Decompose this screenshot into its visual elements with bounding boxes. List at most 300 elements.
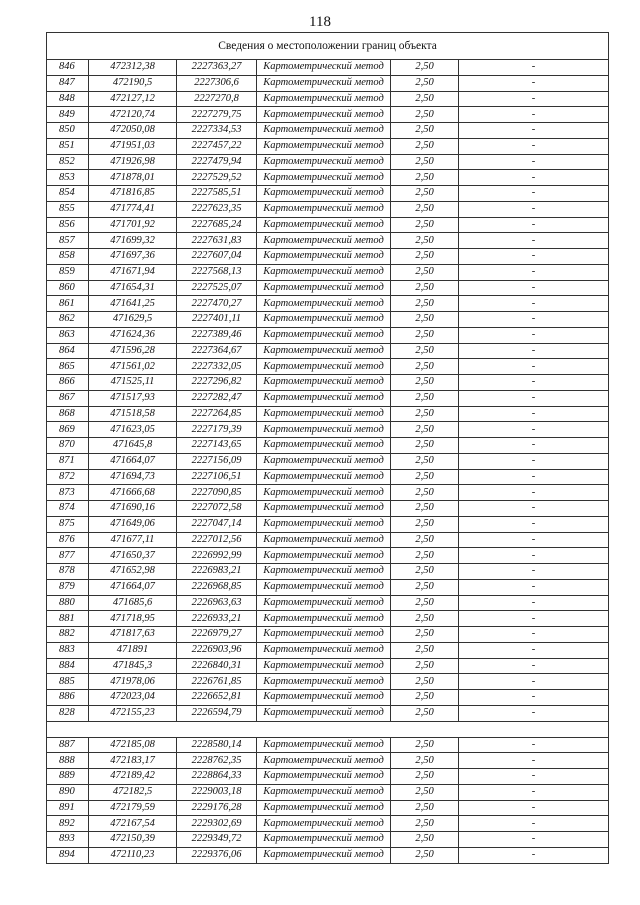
description-cell: -	[459, 217, 609, 233]
coordinate-y: 2228580,14	[177, 737, 257, 753]
table-row	[47, 627, 609, 643]
accuracy-cell: 2,50	[391, 170, 459, 186]
coordinate-y: 2228864,33	[177, 769, 257, 785]
accuracy-cell: 2,50	[391, 501, 459, 517]
coordinate-y: 2229302,69	[177, 816, 257, 832]
point-number: 886	[47, 690, 89, 706]
table-row	[47, 705, 609, 721]
coordinate-x: 471671,94	[89, 264, 177, 280]
table-row	[47, 516, 609, 532]
description-cell: -	[459, 91, 609, 107]
description-cell: -	[459, 138, 609, 154]
table-row	[47, 201, 609, 217]
coordinate-x: 471677,11	[89, 532, 177, 548]
accuracy-cell: 2,50	[391, 627, 459, 643]
table-row	[47, 123, 609, 139]
table-row	[47, 784, 609, 800]
table-row	[47, 595, 609, 611]
coordinate-x: 471694,73	[89, 469, 177, 485]
table-row	[47, 501, 609, 517]
method-cell: Картометрический метод	[257, 201, 391, 217]
coordinate-x: 471664,07	[89, 579, 177, 595]
coordinate-y: 2227296,82	[177, 375, 257, 391]
method-cell: Картометрический метод	[257, 516, 391, 532]
description-cell: -	[459, 249, 609, 265]
point-number: 859	[47, 264, 89, 280]
point-number: 877	[47, 548, 89, 564]
coordinate-y: 2226963,63	[177, 595, 257, 611]
coordinate-x: 472179,59	[89, 800, 177, 816]
coordinate-x: 471951,03	[89, 138, 177, 154]
coordinate-y: 2229349,72	[177, 832, 257, 848]
coordinate-x: 472023,04	[89, 690, 177, 706]
table-row	[47, 390, 609, 406]
method-cell: Картометрический метод	[257, 170, 391, 186]
accuracy-cell: 2,50	[391, 91, 459, 107]
coordinate-x: 471623,05	[89, 422, 177, 438]
coordinate-y: 2227306,6	[177, 75, 257, 91]
coordinate-y: 2227282,47	[177, 390, 257, 406]
accuracy-cell: 2,50	[391, 847, 459, 863]
coordinate-y: 2227631,83	[177, 233, 257, 249]
coordinate-y: 2227363,27	[177, 60, 257, 76]
description-cell: -	[459, 390, 609, 406]
coordinate-y: 2226968,85	[177, 579, 257, 595]
point-number: 847	[47, 75, 89, 91]
method-cell: Картометрический метод	[257, 674, 391, 690]
description-cell: -	[459, 564, 609, 580]
method-cell: Картометрический метод	[257, 642, 391, 658]
description-cell: -	[459, 611, 609, 627]
point-number: 849	[47, 107, 89, 123]
table-row	[47, 312, 609, 328]
method-cell: Картометрический метод	[257, 91, 391, 107]
coordinate-x: 472190,5	[89, 75, 177, 91]
coordinate-y: 2226594,79	[177, 705, 257, 721]
coordinate-y: 2227529,52	[177, 170, 257, 186]
accuracy-cell: 2,50	[391, 469, 459, 485]
accuracy-cell: 2,50	[391, 186, 459, 202]
table-row	[47, 816, 609, 832]
coordinate-y: 2227525,07	[177, 280, 257, 296]
coordinate-x: 471816,85	[89, 186, 177, 202]
boundary-coordinates-table	[46, 32, 609, 864]
accuracy-cell: 2,50	[391, 296, 459, 312]
coordinate-y: 2227090,85	[177, 485, 257, 501]
method-cell: Картометрический метод	[257, 327, 391, 343]
accuracy-cell: 2,50	[391, 327, 459, 343]
method-cell: Картометрический метод	[257, 548, 391, 564]
point-number: 883	[47, 642, 89, 658]
table-row	[47, 690, 609, 706]
method-cell: Картометрический метод	[257, 453, 391, 469]
table-row	[47, 847, 609, 863]
description-cell: -	[459, 501, 609, 517]
description-cell: -	[459, 642, 609, 658]
method-cell: Картометрический метод	[257, 800, 391, 816]
table-row	[47, 422, 609, 438]
accuracy-cell: 2,50	[391, 516, 459, 532]
coordinate-y: 2227106,51	[177, 469, 257, 485]
table-row	[47, 91, 609, 107]
method-cell: Картометрический метод	[257, 249, 391, 265]
table-row	[47, 264, 609, 280]
description-cell: -	[459, 154, 609, 170]
coordinate-x: 471624,36	[89, 327, 177, 343]
method-cell: Картометрический метод	[257, 485, 391, 501]
description-cell: -	[459, 201, 609, 217]
table-row	[47, 327, 609, 343]
point-number: 857	[47, 233, 89, 249]
table-row	[47, 186, 609, 202]
method-cell: Картометрический метод	[257, 233, 391, 249]
description-cell: -	[459, 516, 609, 532]
point-number: 856	[47, 217, 89, 233]
point-number: 881	[47, 611, 89, 627]
description-cell: -	[459, 280, 609, 296]
description-cell: -	[459, 359, 609, 375]
method-cell: Картометрический метод	[257, 186, 391, 202]
point-number: 846	[47, 60, 89, 76]
accuracy-cell: 2,50	[391, 249, 459, 265]
coordinate-x: 471654,31	[89, 280, 177, 296]
accuracy-cell: 2,50	[391, 343, 459, 359]
coordinate-x: 471596,28	[89, 343, 177, 359]
accuracy-cell: 2,50	[391, 60, 459, 76]
description-cell: -	[459, 264, 609, 280]
accuracy-cell: 2,50	[391, 390, 459, 406]
coordinate-y: 2226983,21	[177, 564, 257, 580]
accuracy-cell: 2,50	[391, 784, 459, 800]
coordinate-y: 2227479,94	[177, 154, 257, 170]
method-cell: Картометрический метод	[257, 690, 391, 706]
point-number: 880	[47, 595, 89, 611]
accuracy-cell: 2,50	[391, 375, 459, 391]
method-cell: Картометрический метод	[257, 438, 391, 454]
coordinate-x: 471666,68	[89, 485, 177, 501]
point-number: 864	[47, 343, 89, 359]
coordinate-x: 472185,08	[89, 737, 177, 753]
accuracy-cell: 2,50	[391, 579, 459, 595]
table-row	[47, 296, 609, 312]
description-cell: -	[459, 296, 609, 312]
point-number: 872	[47, 469, 89, 485]
method-cell: Картометрический метод	[257, 611, 391, 627]
point-number: 861	[47, 296, 89, 312]
description-cell: -	[459, 422, 609, 438]
table-row	[47, 832, 609, 848]
point-number: 889	[47, 769, 89, 785]
method-cell: Картометрический метод	[257, 753, 391, 769]
accuracy-cell: 2,50	[391, 422, 459, 438]
method-cell: Картометрический метод	[257, 532, 391, 548]
table-row	[47, 170, 609, 186]
accuracy-cell: 2,50	[391, 737, 459, 753]
table-row	[47, 359, 609, 375]
coordinate-x: 472110,23	[89, 847, 177, 863]
coordinate-x: 471701,92	[89, 217, 177, 233]
table-row	[47, 769, 609, 785]
section-separator	[47, 721, 609, 737]
section-separator-row	[47, 721, 609, 737]
description-cell: -	[459, 123, 609, 139]
point-number: 869	[47, 422, 89, 438]
coordinate-x: 471561,02	[89, 359, 177, 375]
method-cell: Картометрический метод	[257, 75, 391, 91]
description-cell: -	[459, 453, 609, 469]
accuracy-cell: 2,50	[391, 642, 459, 658]
point-number: 875	[47, 516, 89, 532]
coordinate-x: 471978,06	[89, 674, 177, 690]
accuracy-cell: 2,50	[391, 595, 459, 611]
point-number: 887	[47, 737, 89, 753]
accuracy-cell: 2,50	[391, 201, 459, 217]
table-row	[47, 674, 609, 690]
coordinate-y: 2227607,04	[177, 249, 257, 265]
description-cell: -	[459, 832, 609, 848]
point-number: 850	[47, 123, 89, 139]
method-cell: Картометрический метод	[257, 627, 391, 643]
coordinate-x: 471685,6	[89, 595, 177, 611]
coordinate-y: 2226979,27	[177, 627, 257, 643]
description-cell: -	[459, 312, 609, 328]
point-number: 888	[47, 753, 89, 769]
description-cell: -	[459, 186, 609, 202]
point-number: 873	[47, 485, 89, 501]
coordinate-y: 2227270,8	[177, 91, 257, 107]
method-cell: Картометрический метод	[257, 564, 391, 580]
accuracy-cell: 2,50	[391, 453, 459, 469]
coordinate-x: 472127,12	[89, 91, 177, 107]
coordinate-y: 2227156,09	[177, 453, 257, 469]
method-cell: Картометрический метод	[257, 769, 391, 785]
accuracy-cell: 2,50	[391, 705, 459, 721]
point-number: 891	[47, 800, 89, 816]
method-cell: Картометрический метод	[257, 832, 391, 848]
accuracy-cell: 2,50	[391, 138, 459, 154]
point-number: 882	[47, 627, 89, 643]
coordinate-x: 471718,95	[89, 611, 177, 627]
coordinate-x: 472312,38	[89, 60, 177, 76]
coordinate-y: 2228762,35	[177, 753, 257, 769]
table-row	[47, 658, 609, 674]
coordinate-x: 471891	[89, 642, 177, 658]
coordinate-x: 472182,5	[89, 784, 177, 800]
coordinate-y: 2227012,56	[177, 532, 257, 548]
table-row	[47, 579, 609, 595]
description-cell: -	[459, 737, 609, 753]
method-cell: Картометрический метод	[257, 390, 391, 406]
table-row	[47, 280, 609, 296]
coordinate-y: 2227332,05	[177, 359, 257, 375]
coordinate-y: 2227072,58	[177, 501, 257, 517]
description-cell: -	[459, 233, 609, 249]
coordinate-y: 2226992,99	[177, 548, 257, 564]
coordinate-y: 2229176,28	[177, 800, 257, 816]
accuracy-cell: 2,50	[391, 264, 459, 280]
table-row	[47, 532, 609, 548]
point-number: 855	[47, 201, 89, 217]
table-row	[47, 642, 609, 658]
accuracy-cell: 2,50	[391, 406, 459, 422]
coordinate-x: 471650,37	[89, 548, 177, 564]
coordinate-y: 2227685,24	[177, 217, 257, 233]
point-number: 852	[47, 154, 89, 170]
method-cell: Картометрический метод	[257, 406, 391, 422]
accuracy-cell: 2,50	[391, 75, 459, 91]
coordinate-y: 2226652,81	[177, 690, 257, 706]
coordinate-y: 2227401,11	[177, 312, 257, 328]
coordinate-x: 472050,08	[89, 123, 177, 139]
method-cell: Картометрический метод	[257, 501, 391, 517]
coordinate-x: 471525,11	[89, 375, 177, 391]
coordinate-x: 472167,54	[89, 816, 177, 832]
coordinate-y: 2227585,51	[177, 186, 257, 202]
point-number: 884	[47, 658, 89, 674]
table-row	[47, 154, 609, 170]
coordinate-x: 471926,98	[89, 154, 177, 170]
coordinate-y: 2227334,53	[177, 123, 257, 139]
coordinate-y: 2227457,22	[177, 138, 257, 154]
coordinate-x: 471697,36	[89, 249, 177, 265]
point-number: 885	[47, 674, 89, 690]
table-row	[47, 406, 609, 422]
point-number: 894	[47, 847, 89, 863]
accuracy-cell: 2,50	[391, 690, 459, 706]
table-row	[47, 469, 609, 485]
description-cell: -	[459, 406, 609, 422]
accuracy-cell: 2,50	[391, 280, 459, 296]
description-cell: -	[459, 485, 609, 501]
description-cell: -	[459, 469, 609, 485]
point-number: 876	[47, 532, 89, 548]
point-number: 862	[47, 312, 89, 328]
coordinate-y: 2226933,21	[177, 611, 257, 627]
description-cell: -	[459, 375, 609, 391]
coordinate-x: 471817,63	[89, 627, 177, 643]
coordinate-y: 2227047,14	[177, 516, 257, 532]
method-cell: Картометрический метод	[257, 737, 391, 753]
description-cell: -	[459, 327, 609, 343]
method-cell: Картометрический метод	[257, 154, 391, 170]
table-row	[47, 611, 609, 627]
table-title-row	[47, 33, 609, 60]
table-row	[47, 233, 609, 249]
method-cell: Картометрический метод	[257, 264, 391, 280]
method-cell: Картометрический метод	[257, 359, 391, 375]
method-cell: Картометрический метод	[257, 296, 391, 312]
point-number: 871	[47, 453, 89, 469]
accuracy-cell: 2,50	[391, 658, 459, 674]
point-number: 890	[47, 784, 89, 800]
table-row	[47, 453, 609, 469]
accuracy-cell: 2,50	[391, 312, 459, 328]
method-cell: Картометрический метод	[257, 422, 391, 438]
coordinate-y: 2227623,35	[177, 201, 257, 217]
accuracy-cell: 2,50	[391, 107, 459, 123]
method-cell: Картометрический метод	[257, 469, 391, 485]
accuracy-cell: 2,50	[391, 611, 459, 627]
method-cell: Картометрический метод	[257, 123, 391, 139]
accuracy-cell: 2,50	[391, 359, 459, 375]
method-cell: Картометрический метод	[257, 816, 391, 832]
coordinate-x: 471517,93	[89, 390, 177, 406]
description-cell: -	[459, 674, 609, 690]
coordinate-y: 2226840,31	[177, 658, 257, 674]
method-cell: Картометрический метод	[257, 658, 391, 674]
table-row	[47, 564, 609, 580]
accuracy-cell: 2,50	[391, 548, 459, 564]
accuracy-cell: 2,50	[391, 816, 459, 832]
coordinate-y: 2227364,67	[177, 343, 257, 359]
description-cell: -	[459, 60, 609, 76]
method-cell: Картометрический метод	[257, 343, 391, 359]
description-cell: -	[459, 784, 609, 800]
description-cell: -	[459, 548, 609, 564]
coordinate-y: 2226903,96	[177, 642, 257, 658]
description-cell: -	[459, 532, 609, 548]
accuracy-cell: 2,50	[391, 154, 459, 170]
coordinate-y: 2229376,06	[177, 847, 257, 863]
accuracy-cell: 2,50	[391, 233, 459, 249]
method-cell: Картометрический метод	[257, 375, 391, 391]
table-title: Сведения о местоположении границ объекта	[47, 33, 609, 60]
table-row	[47, 548, 609, 564]
boundary-table-container	[46, 32, 608, 864]
table-row	[47, 753, 609, 769]
coordinate-x: 471878,01	[89, 170, 177, 186]
description-cell: -	[459, 753, 609, 769]
accuracy-cell: 2,50	[391, 485, 459, 501]
point-number: 848	[47, 91, 89, 107]
coordinate-x: 472189,42	[89, 769, 177, 785]
coordinate-y: 2227264,85	[177, 406, 257, 422]
point-number: 867	[47, 390, 89, 406]
accuracy-cell: 2,50	[391, 753, 459, 769]
table-row	[47, 249, 609, 265]
page-number: 118	[309, 14, 331, 30]
coordinate-x: 471629,5	[89, 312, 177, 328]
description-cell: -	[459, 438, 609, 454]
point-number: 868	[47, 406, 89, 422]
coordinate-x: 471664,07	[89, 453, 177, 469]
coordinate-y: 2227470,27	[177, 296, 257, 312]
point-number: 870	[47, 438, 89, 454]
accuracy-cell: 2,50	[391, 769, 459, 785]
accuracy-cell: 2,50	[391, 438, 459, 454]
coordinate-y: 2227279,75	[177, 107, 257, 123]
point-number: 854	[47, 186, 89, 202]
description-cell: -	[459, 343, 609, 359]
description-cell: -	[459, 75, 609, 91]
description-cell: -	[459, 579, 609, 595]
coordinate-x: 471845,3	[89, 658, 177, 674]
coordinate-x: 471649,06	[89, 516, 177, 532]
point-number: 851	[47, 138, 89, 154]
accuracy-cell: 2,50	[391, 217, 459, 233]
method-cell: Картометрический метод	[257, 705, 391, 721]
description-cell: -	[459, 800, 609, 816]
method-cell: Картометрический метод	[257, 847, 391, 863]
table-row	[47, 217, 609, 233]
coordinate-y: 2227179,39	[177, 422, 257, 438]
table-row	[47, 485, 609, 501]
method-cell: Картометрический метод	[257, 312, 391, 328]
point-number: 866	[47, 375, 89, 391]
description-cell: -	[459, 705, 609, 721]
accuracy-cell: 2,50	[391, 832, 459, 848]
coordinate-x: 472150,39	[89, 832, 177, 848]
